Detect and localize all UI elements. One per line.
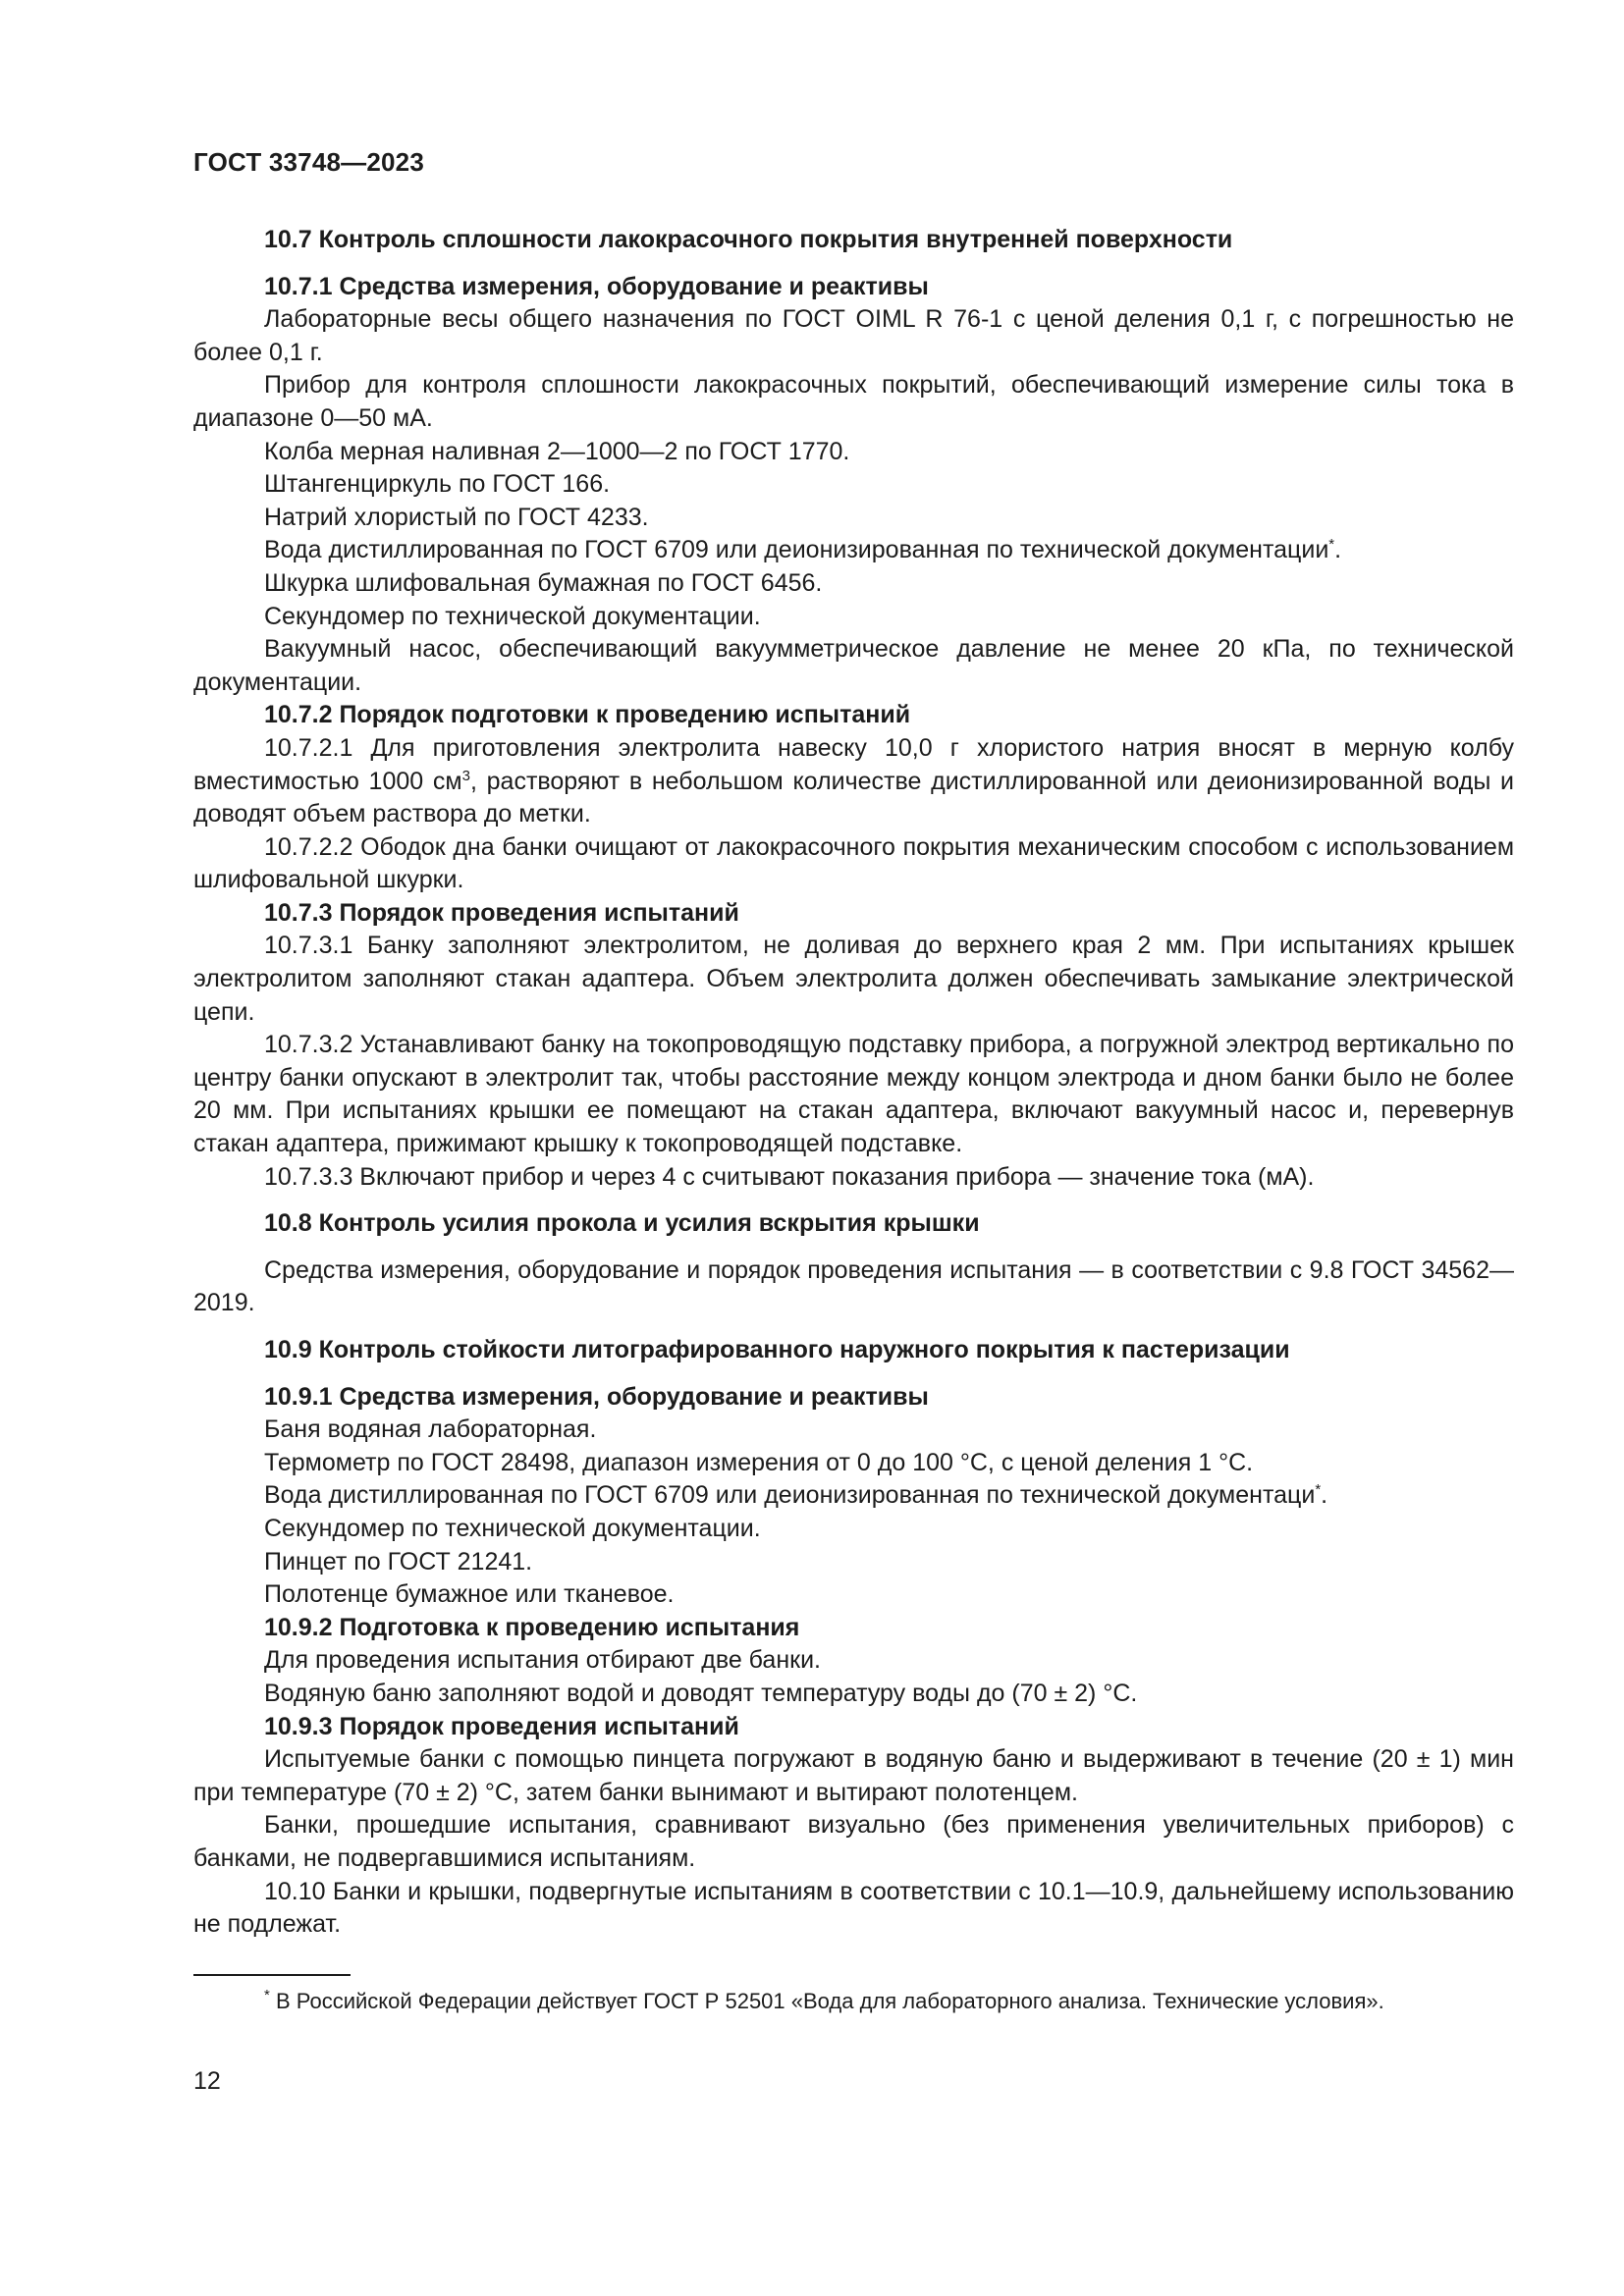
paragraph: Вакуумный насос, обеспечивающий вакуумметрическое давление не менее 20 кПа, по технической документации. (193, 635, 1514, 696)
footnote-text: В Российской Федерации действует ГОСТ Р 52501 «Вода для лабораторного анализа. Технические условия». (275, 1989, 1384, 2013)
page-number: 12 (193, 2067, 221, 2095)
subsection-heading-10-9-2: 10.9.2 Подготовка к проведению испытания (264, 1613, 800, 1641)
paragraph: Пинцет по ГОСТ 21241. (264, 1547, 533, 1575)
paragraph-text: 10.7.2.1 Для приготовления электролита навеску 10,0 г хлористого натрия вносят в мерную колбу вместимостью 1000 см (193, 733, 1514, 795)
paragraph: 10.7.3.3 Включают прибор и через 4 с считывают показания прибора — значение тока (мА). (264, 1162, 1315, 1191)
paragraph-text: Вода дистиллированная по ГОСТ 6709 или деионизированная по технической документаци (264, 1481, 1316, 1510)
period: . (1334, 536, 1342, 564)
paragraph-with-footnote (193, 1479, 1514, 1513)
paragraph-with-footnote (193, 534, 1514, 567)
paragraph: Испытуемые банки с помощью пинцета погружают в водяную баню и выдерживают в течение (20 ± 1) мин при температуре (70 ± 2) °С, затем банки вынимают и вытирают полотенцем. (193, 1745, 1514, 1806)
paragraph-text: Вода дистиллированная по ГОСТ 6709 или деионизированная по технической документации (264, 536, 1329, 564)
footnote-separator (193, 1974, 351, 1976)
paragraph: Натрий хлористый по ГОСТ 4233. (264, 503, 649, 531)
section-heading-10-8: 10.8 Контроль усилия прокола и усилия вскрытия крышки (264, 1209, 980, 1238)
subsection-heading-10-9-1: 10.9.1 Средства измерения, оборудование и реактивы (264, 1382, 929, 1411)
section-heading-10-9: 10.9 Контроль стойкости литографированного наружного покрытия к пастеризации (264, 1336, 1290, 1363)
paragraph: Водяную баню заполняют водой и доводят температуру воды до (70 ± 2) °С. (264, 1679, 1138, 1707)
paragraph: Лабораторные весы общего назначения по ГОСТ OIML R 76-1 с ценой деления 0,1 г, с погрешностью не более 0,1 г. (193, 305, 1514, 366)
paragraph: Прибор для контроля сплошности лакокрасочных покрытий, обеспечивающий измерение силы тока в диапазоне 0—50 мА. (193, 371, 1514, 432)
paragraph: Полотенце бумажное или тканевое. (264, 1580, 675, 1609)
paragraph: Шкурка шлифовальная бумажная по ГОСТ 6456. (264, 568, 823, 597)
paragraph: Секундомер по технической документации. (264, 602, 761, 630)
document-body (193, 224, 1514, 1942)
period: . (1321, 1481, 1328, 1510)
document-header: ГОСТ 33748—2023 (193, 147, 424, 177)
paragraph: Термометр по ГОСТ 28498, диапазон измерения от 0 до 100 °С, с ценой деления 1 °С. (264, 1448, 1254, 1476)
paragraph: Штангенциркуль по ГОСТ 166. (264, 470, 611, 499)
paragraph-with-exponent (193, 732, 1514, 831)
paragraph-text-continued: , растворяют в небольшом количестве дистиллированной или деионизированной воды и доводят объем раствора до метки. (193, 767, 1514, 828)
footnote-mark: * (264, 1987, 270, 2003)
paragraph: 10.10 Банки и крышки, подвергнутые испытаниям в соответствии с 10.1—10.9, дальнейшему использованию не подлежат. (193, 1877, 1514, 1939)
paragraph: 10.7.3.1 Банку заполняют электролитом, не доливая до верхнего края 2 мм. При испытаниях крышек электролитом заполняют стакан адаптера. Объем электролита должен обеспечивать замыкание электрической цепи. (193, 932, 1514, 1026)
paragraph: 10.7.2.2 Ободок дна банки очищают от лакокрасочного покрытия механическим способом с использованием шлифовальной шкурки. (193, 832, 1514, 894)
paragraph: Для проведения испытания отбирают две банки. (264, 1646, 821, 1675)
footnote-reference: * (1315, 1481, 1322, 1499)
paragraph: Банки, прошедшие испытания, сравнивают визуально (без применения увеличительных приборов) с банками, не подвергавшимися испытаниям. (193, 1811, 1514, 1872)
cube-exponent: 3 (461, 767, 470, 784)
section-heading-10-7: 10.7 Контроль сплошности лакокрасочного покрытия внутренней поверхности (264, 226, 1233, 253)
paragraph: Колба мерная наливная 2—1000—2 по ГОСТ 1770. (264, 437, 850, 465)
paragraph: Средства измерения, оборудование и порядок проведения испытания — в соответствии с 9.8 ГОСТ 34562—2019. (193, 1255, 1514, 1317)
subsection-heading-10-7-1: 10.7.1 Средства измерения, оборудование и реактивы (264, 272, 929, 300)
paragraph: Баня водяная лабораторная. (264, 1415, 597, 1444)
paragraph: Секундомер по технической документации. (264, 1514, 761, 1542)
subsection-heading-10-7-3: 10.7.3 Порядок проведения испытаний (264, 898, 739, 927)
paragraph: 10.7.3.2 Устанавливают банку на токопроводящую подставку прибора, а погружной электрод вертикально по центру банки опускают в электролит так, чтобы расстояние между концом электрода и дном банки было не более 20 мм. При испытаниях крышки ее помещают на стакан адаптера, включают вакуумный насос и, перевернув стакан адаптера, прижимают крышку к токопроводящей подставке. (193, 1031, 1514, 1158)
subsection-heading-10-7-2: 10.7.2 Порядок подготовки к проведению испытаний (264, 701, 911, 729)
footnote-reference: * (1328, 536, 1335, 554)
subsection-heading-10-9-3: 10.9.3 Порядок проведения испытаний (264, 1712, 739, 1740)
footnote (193, 1987, 1514, 2015)
